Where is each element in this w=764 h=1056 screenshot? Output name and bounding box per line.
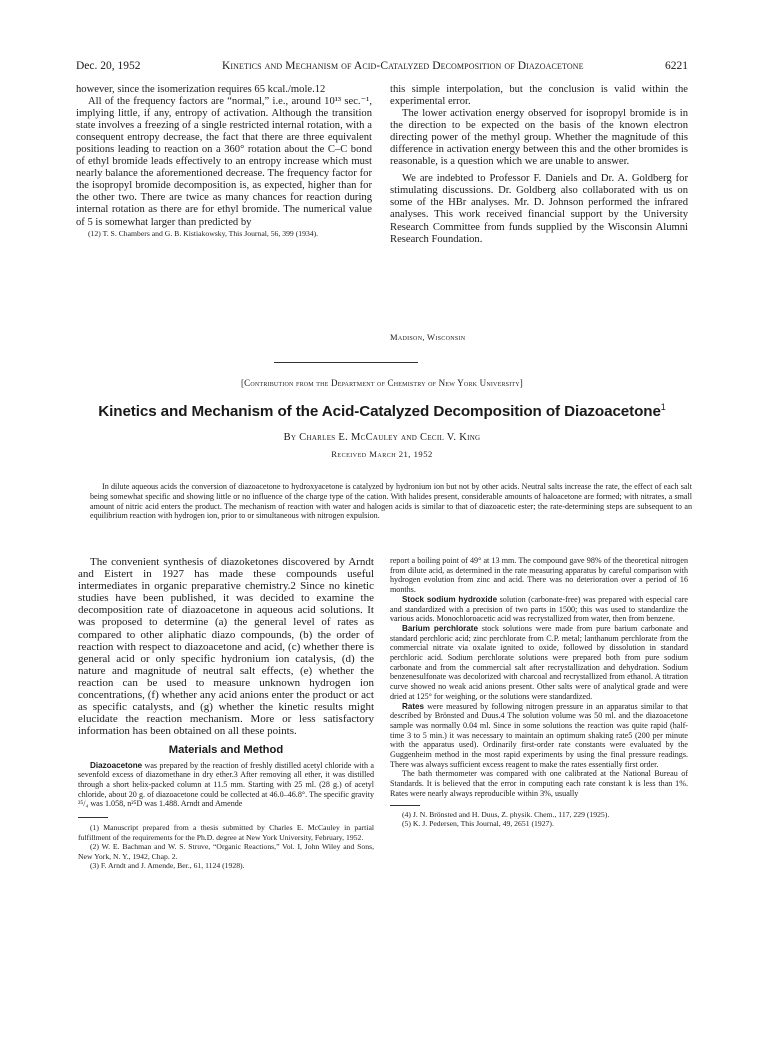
- article-separator-rule: [274, 362, 418, 363]
- run-in-heading: Rates: [402, 701, 425, 711]
- article-title: [60, 402, 704, 420]
- body-left-column: [78, 556, 374, 871]
- footnote-4: (4) J. N. Brönsted and H. Duus, Z. physik. Chem., 117, 229 (1925).: [402, 809, 610, 819]
- running-head-date: Dec. 20, 1952: [76, 60, 141, 72]
- paragraph-text: was prepared by the reaction of freshly distilled acetyl chloride with a sevenfold excess of diazomethane in dry ether.3 After removing all ether, it was distilled through a short helix-packed column at 11.5 mm. Starting with 25 ml. (28 g.) of acetyl chloride, about 20 g. of diazoacetone could be collected at 46.0–46.8°. The specific gravity ²⁵/₄ was 1.058, n²⁵D was 1.488. Arndt and Amende: [78, 760, 374, 809]
- running-head-title: Kinetics and Mechanism of Acid-Catalyzed Decomposition of Diazoacetone: [221, 60, 584, 72]
- abstract: In dilute aqueous acids the conversion of diazoacetone to hydroxyacetone is catalyzed by hydronium ion but not by other acids. Neutral salts increase the rate, the effect of each salt being somewhat specific and showing little or no influence of the charge type of the cation. With halides present, considerable amounts of haloacetone are formed; with nitrates, a small amount of nitric acid enters the product. The mechanism of reaction with water and halogen acids is similar to that of diazoacetic ester; the rate-determining steps are subsequent to an equilibrium reaction with hydrogen ion, prior to or simultaneous with nitrogen expulsion.: [90, 482, 692, 521]
- page-number: 6221: [664, 60, 688, 72]
- run-in-heading: Barium perchlorate: [402, 623, 478, 633]
- previous-article-right-column: [390, 84, 688, 246]
- body-right-column: [390, 556, 688, 829]
- footnote-rule: [390, 805, 420, 806]
- paragraph: however, since the isomerization requires 65 kcal./mole.12: [76, 84, 326, 95]
- paragraph-barium-perchlorate: [390, 624, 688, 702]
- acknowledgement: We are indebted to Professor F. Daniels and Dr. A. Goldberg for stimulating discussions. Dr. Goldberg also collaborated with us on some of the HBr analyses. Mr. D. Johnson performed the infrared analyses. This work received financial support by the University Research Committee from funds supplied by the Wisconsin Alumni Research Foundation.: [390, 173, 688, 245]
- paragraph-text: stock solutions were made from pure barium carbonate and standard perchloric acid; zinc perchlorate from C.P. metal; lanthanum perchlorate from the commercial nitrate via oxalate ignited to oxide, followed by dissolution in standard perchloric acid. Sodium perchlorate solutions were prepared both from pure sodium carbonate and from the commercial salt after recrystallization and dehydration. Sodium benzenesulfonate was decolorized with charcoal and recrystallized from ethanol. A titration curve showed no weak acid anions present. Other salts were of analytical grade and were dried at 125° for weighing, or the solutions were standardized.: [390, 623, 688, 701]
- paragraph-text: were measured by following nitrogen pressure in an apparatus similar to that described by Brönsted and Duus.4 The solution volume was 50 ml. and the diazoacetone sample was normally 0.04 ml. Since in some solutions the reaction was quite rapid (half-time 3 to 5 min.) it was necessary to maintain an optimum shaking rate5 (200 per minute with the apparatus used). Ordinarily first-order rate constants were evaluated by the Guggenheim method in the most rapid experiments by using the final pressure readings. There was always sufficient excess reagent to make the rates essentially first order.: [390, 701, 688, 769]
- run-in-heading: Stock sodium hydroxide: [402, 594, 498, 604]
- footnote-1: (1) Manuscript prepared from a thesis submitted by Charles E. McCauley in partial fulfillment of the requirements for the Ph.D. degree at New York University, February, 1952.: [78, 823, 374, 842]
- section-heading: Materials and Method: [168, 744, 284, 757]
- previous-article-left-column: [76, 84, 372, 238]
- running-head: [76, 60, 688, 76]
- title-footnote-marker: 1: [660, 402, 666, 412]
- paragraph: The lower activation energy observed for isopropyl bromide is in the direction to be expected on the basis of the known electron directing power of the methyl group. Whether the magnitude of this difference in activation energy between this and the other bromides is reasonable, is a question which we are unable to answer.: [390, 108, 688, 168]
- contribution-line: [Contribution from the Department of Chemistry of New York University]: [240, 378, 523, 388]
- paragraph-text: solution (carbonate-free) was prepared with especial care and standardized with a precision of two parts in 1500; this was used to standardize the various acids. Monochloroacetic acid was recrystallized from water, then from benzene.: [390, 594, 689, 624]
- footnote-rule: [78, 817, 108, 818]
- article-title-text: Kinetics and Mechanism of the Acid-Catalyzed Decomposition of Diazoacetone: [98, 403, 661, 421]
- paragraph: this simple interpolation, but the conclusion is valid within the experimental error.: [390, 84, 688, 108]
- footnote-3: (3) F. Arndt and J. Amende, Ber., 61, 1124 (1928).: [90, 861, 245, 871]
- affiliation: Madison, Wisconsin: [390, 332, 466, 342]
- paragraph: All of the frequency factors are “normal,” i.e., around 10¹³ sec.⁻¹, implying little, if any, entropy of activation. Although the transition state involves a freezing of a single restricted internal rotation, with a consequent entropy decrease, the fact that there are three equivalent positions leading to reaction on a 360° rotation about the C–C bond of ethyl bromide leads effectively to an entropy increase which must nearly balance the aforementioned decrease. The frequency factor for the isopropyl bromide decomposition is, as expected, higher than for the other two. There are twice as many chances for reaction during internal rotation as there are for ethyl bromide. The numerical value of 5 is somewhat larger than predicted by: [76, 96, 372, 228]
- footnote-12: (12) T. S. Chambers and G. B. Kistiakowsky, This Journal, 56, 399 (1934).: [88, 228, 319, 238]
- received-date: Received March 21, 1952: [331, 449, 433, 459]
- paragraph: report a boiling point of 49° at 13 mm. The compound gave 98% of the theoretical nitrogen from dilute acid, as determined in the rate measuring apparatus by careful comparison with hydrogen evolution from zinc and acid. There was no deterioration over a period of 16 months.: [390, 556, 688, 595]
- paragraph: The bath thermometer was compared with one calibrated at the National Bureau of Standards. It is believed that the error in computing each rate constant k is less than 1%. Rates were nearly always reproducible within 3%, usually: [390, 769, 688, 798]
- run-in-heading: Diazoacetone: [90, 760, 143, 770]
- introduction-paragraph: The convenient synthesis of diazoketones discovered by Arndt and Eistert in 1927 has made these compounds useful intermediates in organic preparative chemistry.2 Since no kinetic studies have been published, it was decided to examine the decomposition rate of diazoacetone in aqueous acid solutions. It was proposed to determine (a) the general level of rates as compared to other aliphatic diazo compounds, (b) the order of reaction with respect to diazoacetone and acid, (c) whether there is general acid or only specific hydronium ion catalysis, (d) the nature and magnitude of neutral salt effects, (e) whether the reaction can be used to measure unknown hydrogen ion concentrations, (f) whether any acid anions enter the product or act as specific catalysts, and (g) whether the kinetic results might elucidate the reaction mechanism. More or less satisfactory information has been obtained on all these points.: [78, 556, 374, 738]
- paragraph-diazoacetone: [78, 761, 374, 810]
- footnote-5: (5) K. J. Pedersen, This Journal, 49, 2651 (1927).: [402, 819, 554, 829]
- paragraph-sodium-hydroxide: [390, 595, 688, 624]
- author-byline: By Charles E. McCauley and Cecil V. King: [283, 432, 481, 443]
- paragraph-rates: [390, 702, 688, 770]
- footnote-2: (2) W. E. Bachman and W. S. Struve, “Organic Reactions,” Vol. I, John Wiley and Sons, New York, N. Y., 1942, Chap. 2.: [78, 842, 374, 861]
